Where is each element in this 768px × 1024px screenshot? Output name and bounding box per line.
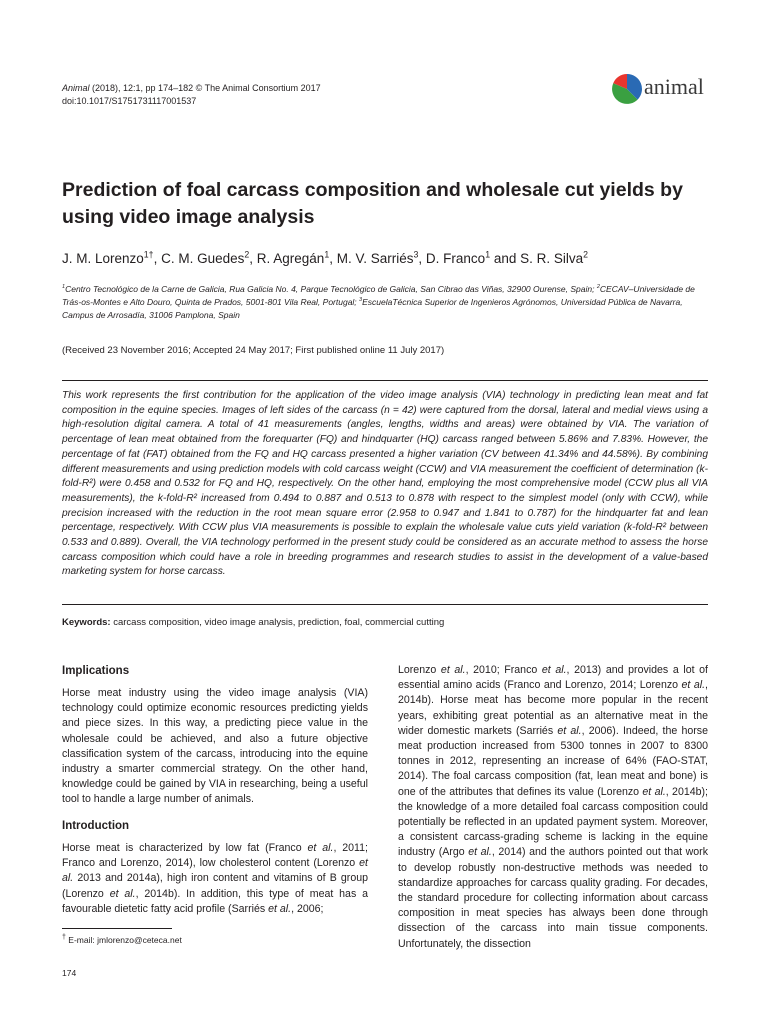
affiliation-marker: 1: [62, 284, 66, 291]
text-segment: , 2006). Indeed, the horse meat production increased from 5300 tonnes in 2007 to 8300 tonnes in 2012, representing an increase of 64% (FAO-STAT, 2014). The foal carcass composition (fat, lean meat and bone) is one of the attributes that defines its value (Lorenzo: [398, 724, 708, 798]
text-segment: , 2014) and the authors pointed out that work to develop robustly non-destructive methods was needed to standardize approaches for carcass quality grading. For decades, the standard procedure for collecting information about carcass composition in meat species has always been done through dissection of the carcass into main tissue components. Unfortunately, the dissection: [398, 846, 709, 950]
implications-text: Horse meat industry using the video image analysis (VIA) technology could optimize economic resources predicting yields and piece sizes. In this way, a predicting piece value in the wholesale could be achieved, and also a future objective classification system of the carcass, introducing into the equine industry a smarter commercial strategy. On the other hand, knowledge could be gained by VIA in researching, being a useful tool to handle a large number of animals.: [62, 687, 368, 806]
author-separator: ,: [249, 251, 257, 266]
doi: doi:10.1017/S1751731117001537: [62, 96, 197, 106]
author-separator: ,: [418, 251, 426, 266]
text-segment: , 2010; Franco: [465, 664, 542, 676]
author-separator: ,: [153, 251, 162, 266]
author-affiliation-marker: 1: [485, 249, 491, 260]
affiliation-text: Centro Tecnológico de la Carne de Galicia, Rua Galicia No. 4, Parque Tecnológico de Galicia, San Cibrao das Viñas, 32900 Ourense, Spain;: [65, 284, 597, 294]
footnote: [62, 933, 182, 945]
text-segment: , 2014b). In addition, this type of meat has a favourable dietetic fatty acid profile (Sarriés: [62, 887, 368, 915]
logo-circle-icon: [611, 73, 643, 105]
author-affiliation-marker: 3: [413, 249, 419, 260]
page-number: 174: [62, 968, 77, 978]
citation-et-al: et al.: [681, 679, 706, 692]
keywords-label: Keywords:: [62, 617, 111, 628]
text-segment: 2013 and 2014a), high iron content and vitamins of B group (Lorenzo: [62, 872, 368, 900]
author-name: D. Franco: [425, 251, 486, 266]
affiliation-text: CECAV–Universidade de Trás-os-Montes e Alto Douro, Quinta de Prados, 5001-801 Vila Real, Portugal;: [62, 284, 695, 307]
author-name: M. V. Sarriés: [336, 251, 414, 266]
journal-name: Animal: [62, 83, 90, 93]
citation-details: (2018), 12:1, pp 174–182 © The Animal Consortium 2017: [89, 83, 321, 93]
abstract-top-rule: [62, 380, 708, 381]
animal-logo: [611, 73, 711, 107]
implications-heading: Implications: [62, 665, 130, 677]
citation-et-al: et al.: [62, 857, 368, 885]
keywords-text: carcass composition, video image analysis, prediction, foal, commercial cutting: [110, 617, 445, 628]
citation-header: [62, 82, 321, 108]
citation-et-al: et al.: [268, 902, 292, 915]
citation-et-al: et al.: [468, 846, 492, 859]
affiliation-marker: 3: [359, 297, 363, 304]
citation-et-al: et al.: [440, 664, 466, 676]
footnote-marker: †: [62, 933, 66, 941]
author-name: C. M. Guedes: [161, 251, 245, 266]
text-segment: Lorenzo: [398, 664, 441, 676]
text-segment: , 2013) and provides a lot of essential amino acids (Franco and Lorenzo, 2014; Lorenzo: [398, 664, 708, 692]
abstract: This work represents the first contribution for the application of the video image analysis (VIA) technology in predicting lean meat and fat composition in the equine species. Images of left sides of the carcass (n = 42) were captured from the dorsal, lateral and medial views using a high-resolution digital camera. A total of 41 measurements (angles, lengths, widths and areas) were obtained by VIA. The variation of percentage of lean meat obtained from the forequarter (FQ) and hindquarter (HQ) carcass ranged between 5.86% and 7.83%. However, the percentage of fat (FAT) obtained from the FQ and HQ carcass presented a higher variation (CV between 41.34% and 44.58%). By combining different measurements and using prediction models with cold carcass weight (CCW) and VIA measurement the coefficient of determination (k-fold-R²) were 0.458 and 0.532 for FQ and HQ, respectively. On the other hand, employing the most comprehensive model (CCW plus all VIA measurements), the k-fold-R² increased from 0.494 to 0.887 and 0.513 to 0.878 with respect to the simplest model (only with CCW), while precision increased with the reduction in the root mean square error (2.958 to 0.947 and 1.841 to 0.787) for the hindquarter fat and lean percentage, respectively. With CCW plus VIA measurements is possible to explain the wholesale value cuts yield variation (k-fold-R² between 0.533 and 0.889). Overall, the VIA technology performed in the present study could be considered as an accurate method to assess the horse carcass composition which could have a role in breeding programmes and research studies to assist in the development of a value-based marketing system for horse carcass.: [62, 390, 708, 578]
author-name: R. Agregán: [256, 251, 325, 266]
paper-title: Prediction of foal carcass composition and wholesale cut yields by using video image analysis: [62, 179, 683, 228]
affiliation-marker: 2: [596, 284, 600, 291]
author-affiliation-marker: 1: [324, 249, 330, 260]
affiliation-text: EscuelaTécnica Superior de Ingenieros Agrónomos, Universidad Pública de Navarra, Campus de Arrosadía, 31006 Pamplona, Spain: [62, 297, 683, 320]
received-dates: (Received 23 November 2016; Accepted 24 May 2017; First published online 11 July 2017): [62, 345, 445, 356]
introduction-text: [62, 841, 368, 917]
footnote-rule: [62, 928, 172, 929]
citation-et-al: et al.: [541, 664, 567, 676]
affiliations: [62, 283, 712, 322]
right-column-text: [398, 663, 708, 952]
text-segment: , 2014b); the knowledge of a more detailed foal carcass composition could potentially be reflected in an updated payment system. Moreover, a consistent carcass-grading scheme is lacking in the equine industry (Argo: [398, 785, 708, 859]
citation-et-al: et al.: [109, 887, 136, 900]
author-separator: ,: [329, 251, 337, 266]
citation-et-al: et al.: [307, 842, 334, 854]
abstract-bottom-rule: [62, 604, 708, 605]
text-segment: Horse meat is characterized by low fat (Franco: [62, 842, 308, 854]
author-separator: and: [490, 251, 521, 266]
author-name: J. M. Lorenzo: [62, 251, 144, 266]
author-affiliation-marker: 1†: [143, 249, 154, 260]
author-name: S. R. Silva: [520, 251, 584, 266]
footnote-text: E-mail: jmlorenzo@ceteca.net: [65, 934, 182, 945]
keywords: [62, 617, 708, 628]
author-affiliation-marker: 2: [583, 249, 589, 260]
citation-et-al: et al.: [642, 785, 666, 798]
logo-text: animal: [644, 74, 704, 99]
text-segment: , 2014b). Horse meat has become more popular in the recent years, exhibiting great potential as an alternative meat in the wider domestic markets (Sarriés: [398, 679, 708, 737]
text-segment: , 2011; Franco and Lorenzo, 2014), low cholesterol content (Lorenzo: [62, 842, 368, 870]
introduction-heading: Introduction: [62, 820, 130, 832]
author-list: [62, 250, 722, 268]
text-segment: , 2006;: [291, 902, 324, 915]
citation-et-al: et al.: [557, 724, 582, 737]
author-affiliation-marker: 2: [244, 249, 250, 260]
